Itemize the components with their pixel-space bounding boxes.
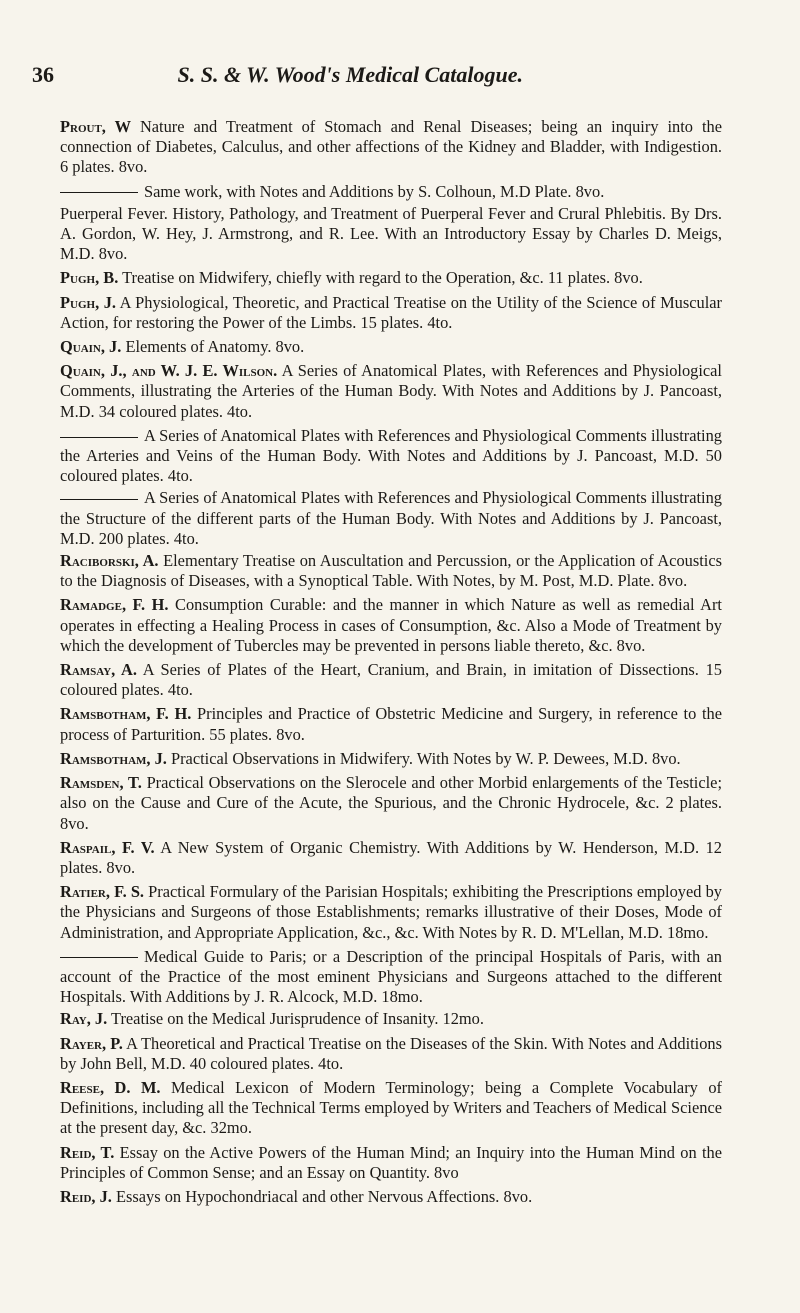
entry-text: A Series of Anatomical Plates with References and Physiological Comments illustrating the Arteries and Veins of the Human Body. With Notes and Additions by J. Pancoast, M.D. 50 coloured plates. 4to. xyxy=(60,425,722,486)
catalogue-entry xyxy=(60,947,722,1008)
catalogue-entries xyxy=(60,117,722,1211)
entry-text: A New System of Organic Chemistry. With Additions by W. Henderson, M.D. 12 plates. 8vo. xyxy=(60,837,722,877)
entry-text: Puerperal Fever. History, Pathology, and Treatment of Puerperal Fever and Crural Phlebitis. By Drs. A. Gordon, W. Hey, J. Armstrong, and R. Lee. With an Introductory Essay by Charles D. Meigs, M.D. 8vo. xyxy=(60,203,722,264)
entry-author: Quain, J., and W. J. E. Wilson. xyxy=(60,361,278,381)
entry-author: Pugh, J. xyxy=(60,292,117,312)
catalogue-entry xyxy=(60,838,722,878)
entry-text: A Series of Anatomical Plates, with References and Physiological Comments, illustrating the Arteries of the Human Body. With Notes and Additions by J. Pancoast, M.D. 34 coloured plates. 4to. xyxy=(60,361,722,421)
catalogue-entry xyxy=(60,704,722,744)
entry-text: Principles and Practice of Obstetric Medicine and Surgery, in reference to the process of Parturition. 55 plates. 8vo. xyxy=(60,704,722,744)
entry-author: Ramsay, A. xyxy=(60,660,137,680)
entry-author: Reid, T. xyxy=(60,1142,115,1162)
entry-author: Reese, D. M. xyxy=(60,1077,161,1097)
entry-text: Treatise on Midwifery, chiefly with regard to the Operation, &c. 11 plates. 8vo. xyxy=(118,268,643,288)
catalogue-entry xyxy=(60,117,722,178)
catalogue-entry xyxy=(60,293,722,333)
ditto-dash xyxy=(60,192,138,193)
catalogue-entry xyxy=(60,426,722,487)
entry-author: Pugh, B. xyxy=(60,268,119,288)
entry-author: Ramadge, F. H. xyxy=(60,595,169,615)
catalogue-entry xyxy=(60,182,722,202)
entry-text: Practical Observations on the Slerocele and other Morbid enlargements of the Testicle; also on the Cause and Cure of the Acute, the Spurious, and the Chronic Hydrocele, &c. 2 plates. 8vo. xyxy=(60,773,722,833)
catalogue-entry xyxy=(60,1143,722,1183)
catalogue-entry xyxy=(60,749,722,769)
entry-author: Ramsbotham, F. H. xyxy=(60,704,192,724)
catalogue-entry xyxy=(60,660,722,700)
catalogue-entry xyxy=(60,488,722,549)
page-number: 36 xyxy=(32,62,54,87)
catalogue-entry xyxy=(60,268,722,288)
entry-author: Reid, J. xyxy=(60,1186,112,1206)
catalogue-entry xyxy=(60,361,722,422)
entry-author: Prout, W xyxy=(60,117,131,136)
catalogue-entry xyxy=(60,882,722,943)
catalogue-entry xyxy=(60,1034,722,1074)
catalogue-entry xyxy=(60,1078,722,1139)
entry-text: A Theoretical and Practical Treatise on the Diseases of the Skin. With Notes and Additions by John Bell, M.D. 40 coloured plates. 4to. xyxy=(60,1033,723,1073)
entry-text: Practical Observations in Midwifery. With Notes by W. P. Dewees, M.D. 8vo. xyxy=(166,748,681,768)
ditto-dash xyxy=(60,499,138,500)
entry-text: A Series of Anatomical Plates with References and Physiological Comments illustrating the Structure of the different parts of the Human Body. With Notes and Additions by J. Pancoast, M.D. 200 plates. 4to. xyxy=(60,488,722,548)
entry-author: Rayer, P. xyxy=(60,1033,123,1053)
entry-text: Same work, with Notes and Additions by S. Colhoun, M.D Plate. 8vo. xyxy=(144,181,605,201)
entry-author: Raspail, F. V. xyxy=(60,837,155,857)
ditto-dash xyxy=(60,957,138,958)
entry-text: A Series of Plates of the Heart, Cranium, and Brain, in imitation of Dissections. 15 coloured plates. 4to. xyxy=(60,660,722,700)
entry-author: Ray, J. xyxy=(60,1009,108,1029)
entry-text: Elementary Treatise on Auscultation and Percussion, or the Application of Acoustics to the Diagnosis of Diseases, with a Synoptical Table. With Notes, by M. Post, M.D. Plate. 8vo. xyxy=(60,551,722,591)
entry-text: Medical Lexicon of Modern Terminology; being a Complete Vocabulary of Definitions, including all the Technical Terms employed by Writers and Teachers of Medical Science at the present day, &c. 32mo. xyxy=(60,1077,722,1138)
entry-text: Medical Guide to Paris; or a Description of the principal Hospitals of Paris, with an account of the Practice of the most eminent Physicians and Surgeons attached to the different Hospitals. With Additions by J. R. Alcock, M.D. 18mo. xyxy=(60,946,722,1007)
catalogue-entry xyxy=(60,337,722,357)
ditto-dash xyxy=(60,437,138,438)
entry-author: Ramsden, T. xyxy=(60,773,142,793)
catalogue-entry xyxy=(60,1187,722,1207)
entry-text: Treatise on the Medical Jurisprudence of Insanity. 12mo. xyxy=(107,1009,484,1029)
entry-author: Raciborski, A. xyxy=(60,551,159,571)
entry-text: Elements of Anatomy. 8vo. xyxy=(121,337,305,357)
catalogue-entry xyxy=(60,1009,722,1029)
catalogue-entry xyxy=(60,595,722,656)
entry-author: Ramsbotham, J. xyxy=(60,748,167,768)
page-title: S. S. & W. Wood's Medical Catalogue. xyxy=(177,62,524,87)
entry-text: A Physiological, Theoretic, and Practical Treatise on the Utility of the Science of Muscular Action, for restoring the Power of the Limbs. 15 plates. 4to. xyxy=(60,292,722,332)
entry-text: Essays on Hypochondriacal and other Nervous Affections. 8vo. xyxy=(111,1186,533,1206)
entry-text: Practical Formulary of the Parisian Hospitals; exhibiting the Prescriptions employed by the Physicians and Surgeons of those Establishments; remarks illustrative of their Doses, Mode of Administration, and Appropriate Application, &c., &c. With Notes by R. D. M'Lellan, M.D. 18mo. xyxy=(60,882,722,942)
entry-text: Nature and Treatment of Stomach and Renal Diseases; being an inquiry into the connection of Diabetes, Calculus, and other affections of the Kidney and Bladder, with Indigestion. 6 plates. 8vo. xyxy=(60,117,722,177)
page-header xyxy=(32,62,732,88)
catalogue-entry xyxy=(60,773,722,834)
entry-text: Essay on the Active Powers of the Human Mind; an Inquiry into the Human Mind on the Principles of Common Sense; and an Essay on Quantity. 8vo xyxy=(60,1142,722,1182)
catalogue-entry xyxy=(60,551,722,591)
catalogue-entry xyxy=(60,204,722,265)
entry-author: Quain, J. xyxy=(60,337,122,357)
entry-author: Ratier, F. S. xyxy=(60,882,145,902)
entry-text: Consumption Curable: and the manner in which Nature as well as remedial Art operates in effecting a Healing Process in cases of Consumption, &c. Also a Mode of Treatment by which the development of Tubercles may be prevented in persons liable thereto, &c. 8vo. xyxy=(60,595,722,655)
